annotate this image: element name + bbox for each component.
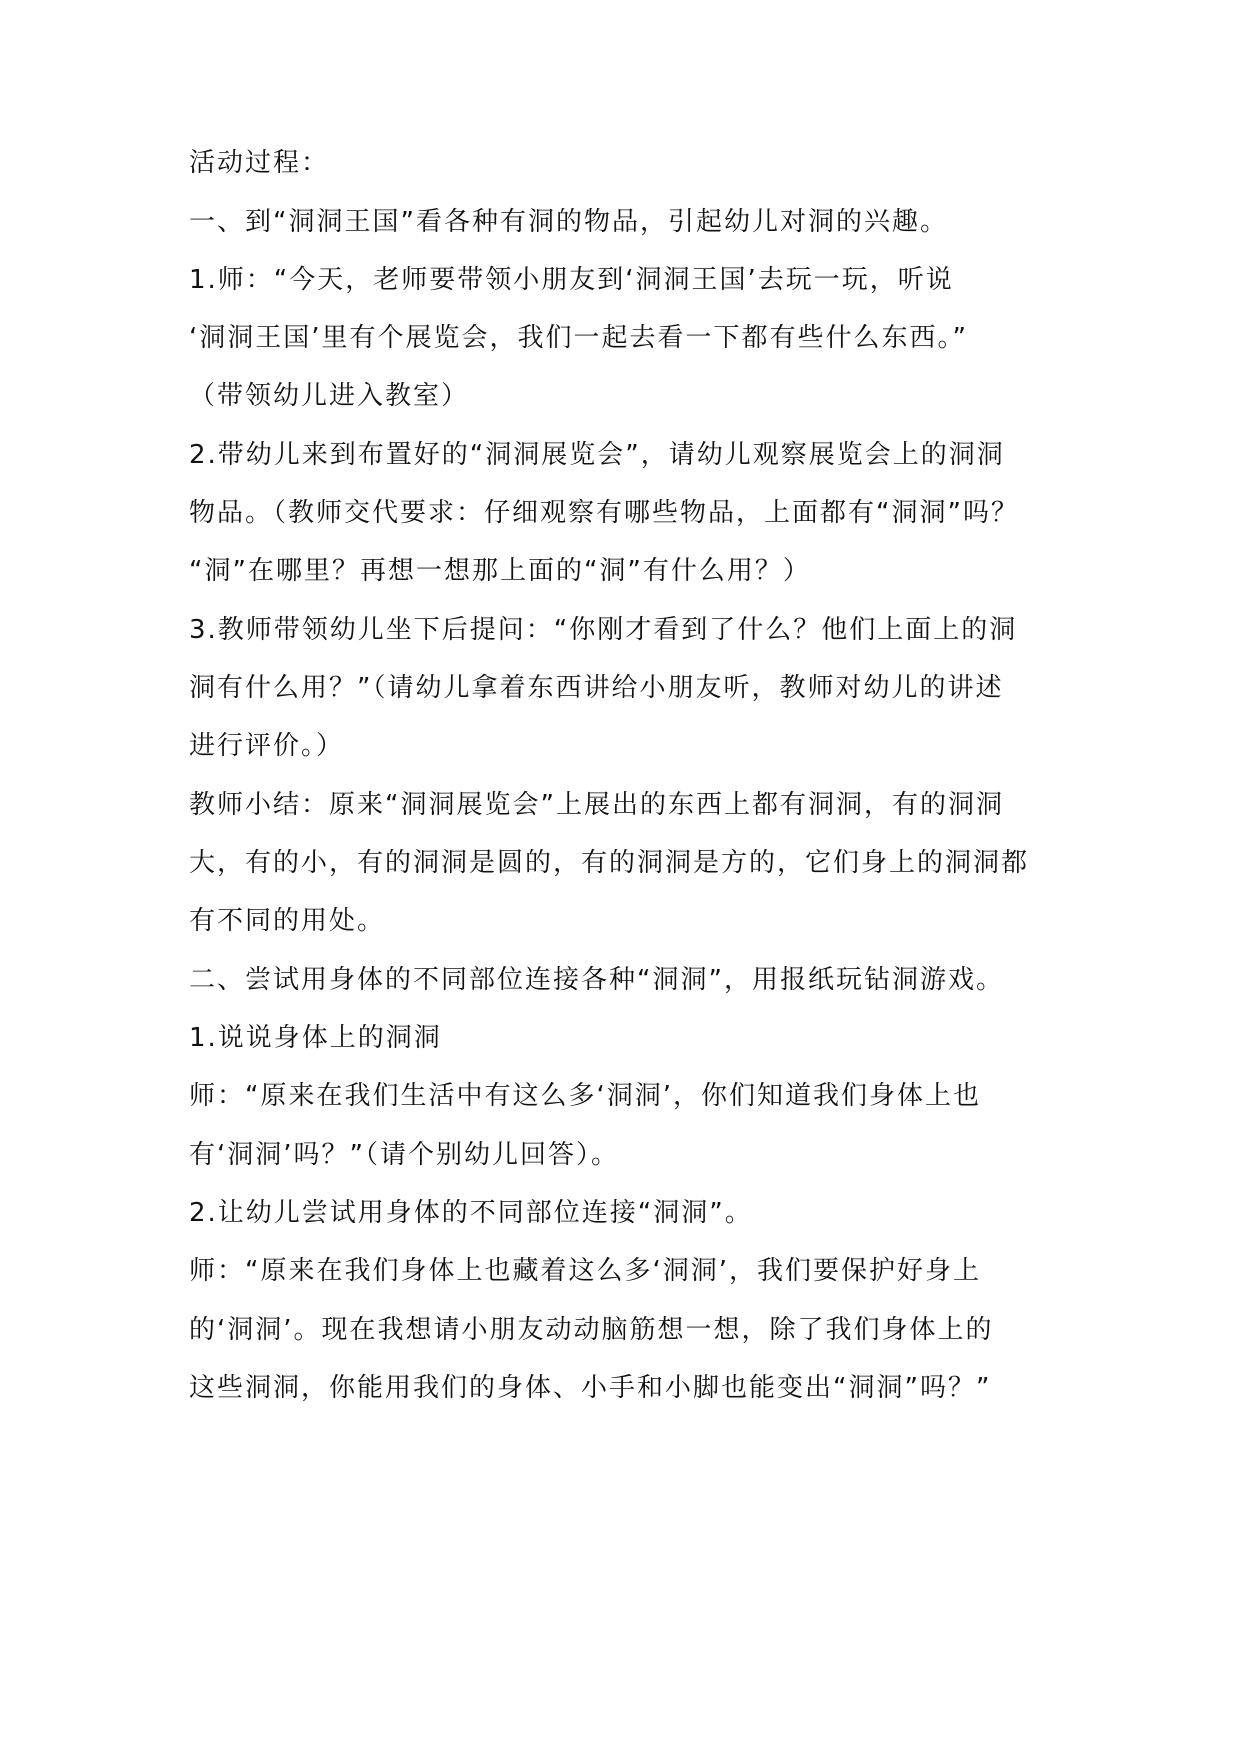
- text-line: 师：“原来在我们身体上也藏着这么多‘洞洞’，我们要保护好身上: [189, 1256, 981, 1286]
- text-line: 洞有什么用？”（请幼儿拿着东西讲给小朋友听，教师对幼儿的讲述: [189, 673, 1004, 703]
- text-line-section-2: 二、尝试用身体的不同部位连接各种“洞洞”，用报纸玩钻洞游戏。: [189, 965, 1004, 995]
- text-line: 3.教师带领幼儿坐下后提问：“你刚才看到了什么？他们上面上的洞: [189, 615, 1018, 645]
- text-line: 的‘洞洞’。现在我想请小朋友动动脑筋想一想，除了我们身体上的: [189, 1315, 994, 1345]
- text-line: 这些洞洞，你能用我们的身体、小手和小脚也能变出“洞洞”吗？”: [189, 1373, 992, 1403]
- text-line: 2.带幼儿来到布置好的“洞洞展览会”，请幼儿观察展览会上的洞洞: [189, 440, 1005, 470]
- text-line: 师：“原来在我们生活中有这么多‘洞洞’，你们知道我们身体上也: [189, 1081, 981, 1111]
- text-line-section-1: 一、到“洞洞王国”看各种有洞的物品，引起幼儿对洞的兴趣。: [189, 207, 948, 237]
- text-line: 有‘洞洞’吗？”（请个别幼儿回答）。: [189, 1140, 619, 1170]
- text-line: 有不同的用处。: [189, 906, 386, 936]
- text-line: 2.让幼儿尝试用身体的不同部位连接“洞洞”。: [189, 1198, 753, 1228]
- text-line: （带领幼儿进入教室）: [189, 381, 470, 411]
- text-line: 大，有的小，有的洞洞是圆的，有的洞洞是方的，它们身上的洞洞都: [189, 848, 1030, 878]
- text-line: 物品。（教师交代要求：仔细观察有哪些物品，上面都有“洞洞”吗？: [189, 498, 1019, 528]
- text-line: “洞”在哪里？再想一想那上面的“洞”有什么用？）: [189, 556, 811, 586]
- text-line: 1.说说身体上的洞洞: [189, 1023, 442, 1053]
- text-line-heading: 活动过程：: [189, 148, 330, 178]
- text-line: ‘洞洞王国’里有个展览会，我们一起去看一下都有些什么东西。”: [189, 323, 968, 353]
- text-line: 进行评价。）: [189, 731, 345, 761]
- text-line: 1.师：“今天，老师要带领小朋友到‘洞洞王国’去玩一玩，听说: [189, 265, 954, 295]
- text-line-summary: 教师小结：原来“洞洞展览会”上展出的东西上都有洞洞，有的洞洞: [189, 790, 1004, 820]
